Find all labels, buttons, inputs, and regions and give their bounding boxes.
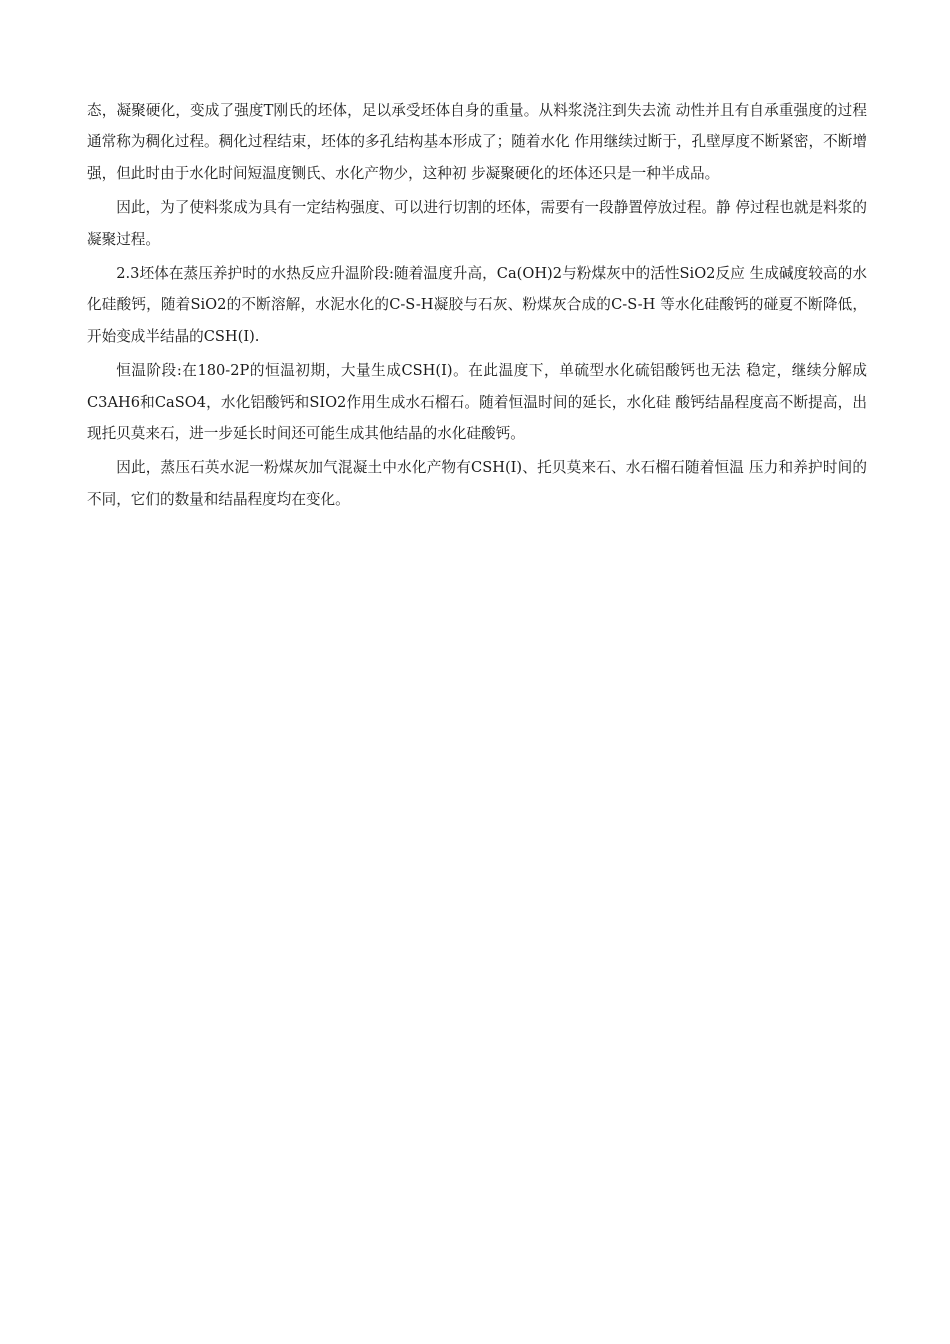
paragraph-4: 恒温阶段:在180-2P的恒温初期，大量生成CSH(I)。在此温度下，单硫型水化硫铝酸钙也无法 稳定，继续分解成C3AH6和CaSO4，水化铝酸钙和SIO2作用生成水石榴石。随着恒温时间的延长，水化硅 酸钙结晶程度高不断提高，出现托贝莫来石，进一步延长时间还可能生成其他结晶的水化硅酸钙。 xyxy=(87,362,867,443)
paragraph-5: 因此，蒸压石英水泥一粉煤灰加气混凝土中水化产物有CSH(I)、托贝莫来石、水石榴石随着恒温 压力和养护时间的不同，它们的数量和结晶程度均在变化。 xyxy=(87,459,867,508)
paragraph-1: 态，凝聚硬化，变成了强度Τ刚氏的坯体，足以承受坯体自身的重量。从料浆浇注到失去流 动性并且有自承重强度的过程通常称为稠化过程。稠化过程结束，坯体的多孔结构基本形成了；随着水化 作用继续过断于，孔壁厚度不断紧密，不断增强，但此时由于水化时间短温度铡氏、水化产物少，这种初 步凝聚硬化的坯体还只是一种半成品。 xyxy=(87,102,867,182)
paragraph-2: 因此，为了使料浆成为具有一定结构强度、可以进行切割的坯体，需要有一段静置停放过程。静 停过程也就是料浆的凝聚过程。 xyxy=(87,199,867,248)
paragraph-3: 2.3坯体在蒸压养护时的水热反应升温阶段:随着温度升高，Ca(OH)2与粉煤灰中的活性SiO2反应 生成碱度较高的水化硅酸钙，随着SiO2的不断溶解，水泥水化的C-S-H凝胶与石灰、粉煤灰合成的C-S-H 等水化硅酸钙的碰夏不断降低，开始变成半结晶的CSH(I). xyxy=(87,265,867,345)
body-text xyxy=(87,95,867,518)
